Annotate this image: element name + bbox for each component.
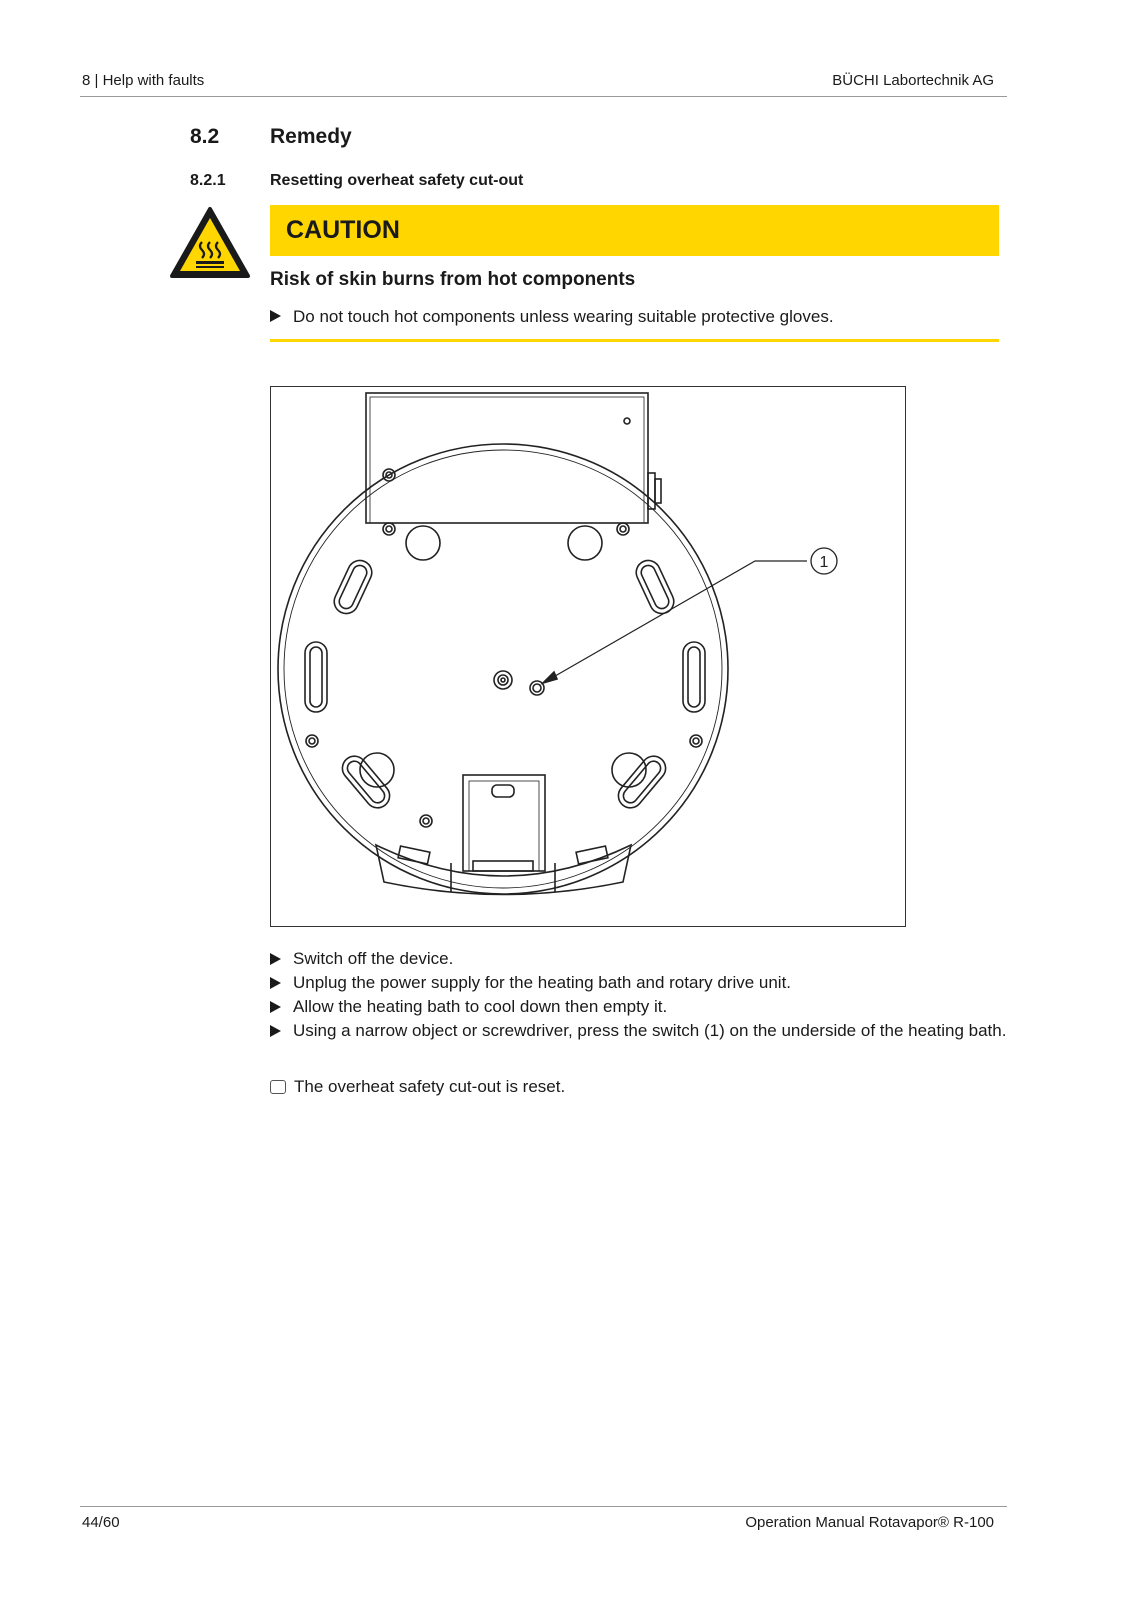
footer-manual-title: Operation Manual Rotavapor® R-100 <box>745 1514 994 1531</box>
section-number: 8.2 <box>190 125 220 148</box>
page-number: 44/60 <box>82 1514 120 1531</box>
bullet-arrow-icon <box>270 977 281 989</box>
subsection-title: Resetting overheat safety cut-out <box>270 172 524 189</box>
heating-bath-underside-figure <box>270 386 906 927</box>
procedure-result: The overheat safety cut-out is reset. <box>270 1077 565 1097</box>
subsection-number: 8.2.1 <box>190 172 226 189</box>
bullet-arrow-icon <box>270 1001 281 1013</box>
header-chapter: 8 | Help with faults <box>82 72 205 89</box>
step-item: Using a narrow object or screwdriver, press the switch (1) on the underside of the heating bath. <box>270 1019 1010 1043</box>
bullet-arrow-icon <box>270 1025 281 1037</box>
step-item: Switch off the device. <box>270 947 1010 971</box>
caution-bottom-rule <box>270 339 999 342</box>
result-checkbox-icon <box>270 1080 286 1094</box>
caution-banner <box>270 205 999 256</box>
footer-divider <box>80 1506 1007 1507</box>
hot-surface-warning-icon <box>169 206 251 280</box>
step-item: Allow the heating bath to cool down then empty it. <box>270 995 1010 1019</box>
caution-title: Risk of skin burns from hot components <box>270 269 636 290</box>
section-title: Remedy <box>270 125 352 148</box>
heating-bath-drawing <box>271 387 905 926</box>
bullet-arrow-icon <box>270 310 281 322</box>
procedure-steps <box>270 947 1010 1043</box>
callout-number: 1 <box>819 554 829 571</box>
header-divider <box>80 96 1007 97</box>
caution-label: CAUTION <box>286 216 400 244</box>
step-item: Unplug the power supply for the heating bath and rotary drive unit. <box>270 971 1010 995</box>
bullet-arrow-icon <box>270 953 281 965</box>
header-company: BÜCHI Labortechnik AG <box>832 72 994 89</box>
caution-instruction: Do not touch hot components unless wearing suitable protective gloves. <box>270 307 834 327</box>
